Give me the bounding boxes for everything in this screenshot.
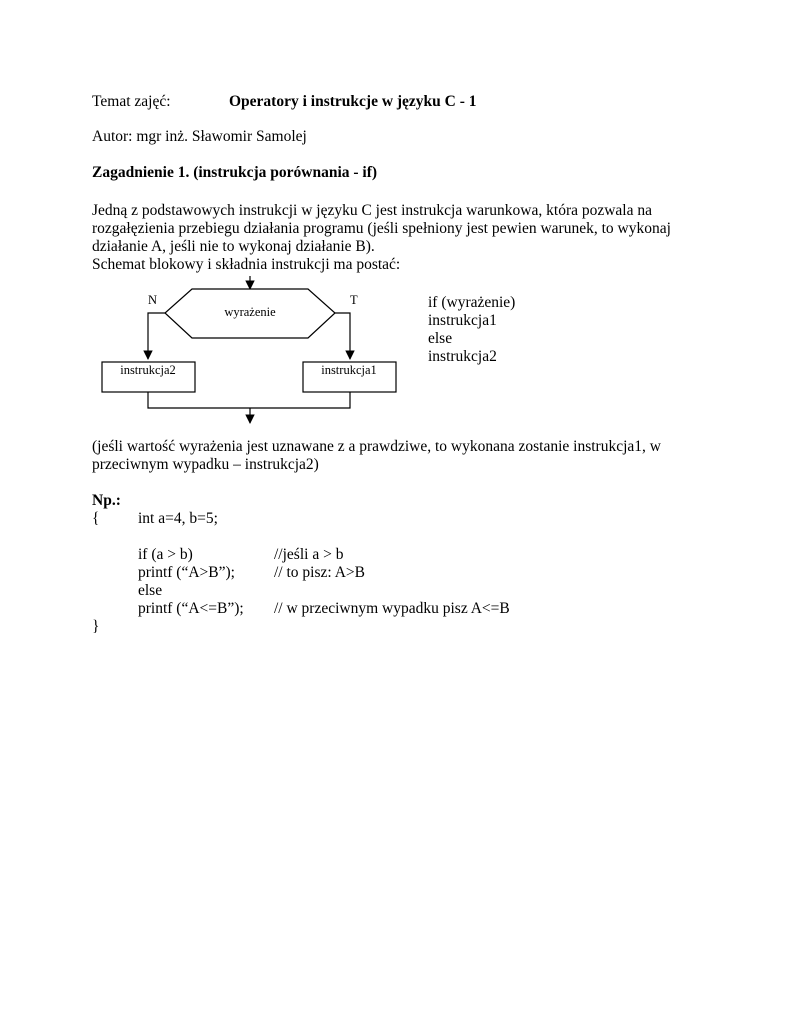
author-line: Autor: mgr inż. Sławomir Samolej xyxy=(92,128,307,145)
code-declaration: int a=4, b=5; xyxy=(138,510,218,527)
syntax-line: else xyxy=(428,330,453,347)
section-heading: Zagadnienie 1. (instrukcja porównania - if) xyxy=(92,164,378,181)
condition-label: wyrażenie xyxy=(224,305,276,319)
syntax-line: instrukcja1 xyxy=(428,312,497,329)
false-branch-arrow xyxy=(148,313,165,359)
code-comment: //jeśli a > b xyxy=(274,546,344,563)
paragraph-line: działanie A, jeśli nie to wykonaj działanie B). xyxy=(92,238,375,255)
topic-title: Operatory i instrukcje w języku C - 1 xyxy=(229,93,477,110)
code-statement: else xyxy=(138,582,163,599)
code-comment: // to pisz: A>B xyxy=(274,564,365,581)
explanation-line: przeciwnym wypadku – instrukcja2) xyxy=(92,456,319,473)
code-comment: // w przeciwnym wypadku pisz A<=B xyxy=(274,600,510,617)
true-label: T xyxy=(350,293,358,307)
example-label: Np.: xyxy=(92,492,121,509)
paragraph-line: Jedną z podstawowych instrukcji w języku C jest instrukcja warunkowa, która pozwala na xyxy=(92,202,652,219)
close-brace: } xyxy=(92,618,100,635)
false-box-label: instrukcja2 xyxy=(120,363,176,377)
syntax-line: instrukcja2 xyxy=(428,348,497,365)
code-statement: if (a > b) xyxy=(138,546,193,563)
code-statement: printf (“A<=B”); xyxy=(138,600,244,617)
explanation-line: (jeśli wartość wyrażenia jest uznawane z a prawdziwe, to wykonana zostanie instrukcja1, w xyxy=(92,438,661,455)
paragraph-line: Schemat blokowy i składnia instrukcji ma postać: xyxy=(92,256,401,273)
paragraph-line: rozgałęzienia przebiegu działania programu (jeśli spełniony jest pewien warunek, to wykonaj xyxy=(92,220,671,237)
topic-label: Temat zajęć: xyxy=(92,93,171,110)
open-brace: { xyxy=(92,510,100,527)
syntax-line: if (wyrażenie) xyxy=(428,294,516,311)
true-box-label: instrukcja1 xyxy=(321,363,377,377)
true-branch-arrow xyxy=(335,313,350,359)
merge-line xyxy=(148,392,350,408)
code-statement: printf (“A>B”); xyxy=(138,564,235,581)
false-label: N xyxy=(148,293,158,307)
